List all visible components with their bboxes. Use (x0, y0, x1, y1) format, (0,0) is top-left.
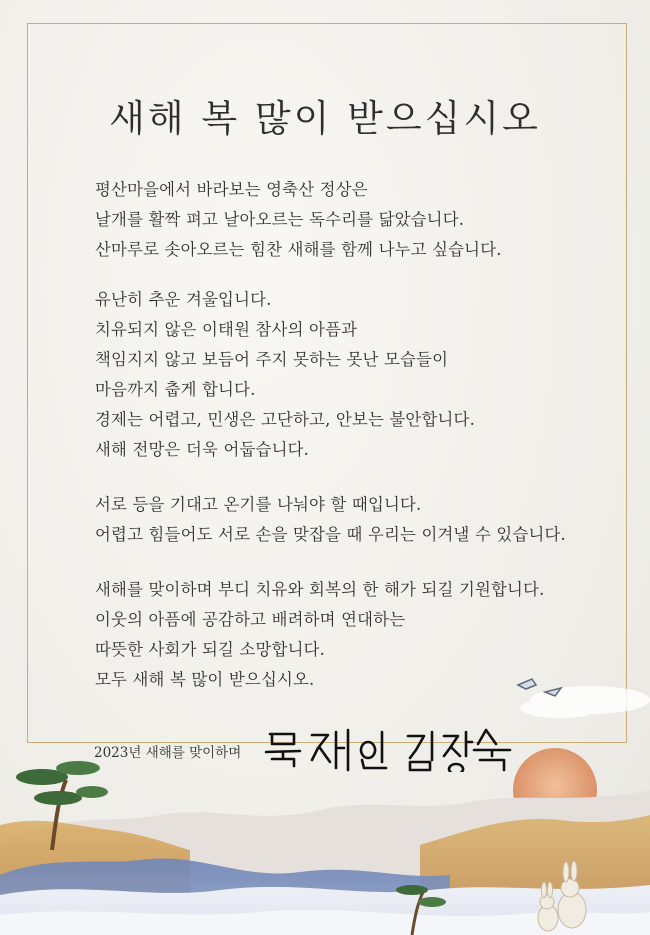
text-line: 평산마을에서 바라보는 영축산 정상은 (95, 180, 368, 199)
paragraph-3 (95, 490, 615, 550)
text-line: 날개를 활짝 펴고 날아오르는 독수리를 닮았습니다. (95, 210, 465, 229)
text-line: 책임지지 않고 보듬어 주지 못하는 못난 모습들이 (95, 350, 449, 369)
text-line: 유난히 추운 겨울입니다. (95, 290, 272, 309)
text-line: 치유되지 않은 이태원 참사의 아픔과 (95, 320, 358, 339)
text-line: 경제는 어렵고, 민생은 고단하고, 안보는 불안합니다. (95, 410, 475, 429)
text-line: 서로 등을 기대고 온기를 나눠야 할 때입니다. (95, 495, 422, 514)
text-line: 새해를 맞이하며 부디 치유와 회복의 한 해가 되길 기원합니다. (95, 580, 545, 599)
paragraph-2 (95, 285, 615, 465)
closing-date-line: 2023년 새해를 맞이하며 (94, 745, 242, 761)
text-line: 산마루로 솟아오르는 힘찬 새해를 함께 나누고 싶습니다. (95, 240, 502, 259)
paragraph-1 (95, 175, 615, 265)
handwritten-signature (264, 726, 514, 772)
text-line: 따뜻한 사회가 되길 소망합니다. (95, 640, 326, 659)
cloud-decoration (520, 686, 650, 718)
landscape-illustration (0, 640, 650, 935)
text-line: 어렵고 힘들어도 서로 손을 맞잡을 때 우리는 이겨낼 수 있습니다. (95, 525, 566, 544)
text-line: 새해 전망은 더욱 어둡습니다. (95, 440, 310, 459)
text-line: 이웃의 아픔에 공감하고 배려하며 연대하는 (95, 610, 406, 629)
card-title: 새해 복 많이 받으십시오 (109, 97, 541, 140)
text-line: 마음까지 춥게 합니다. (95, 380, 256, 399)
text-line: 모두 새해 복 많이 받으십시오. (95, 670, 315, 689)
